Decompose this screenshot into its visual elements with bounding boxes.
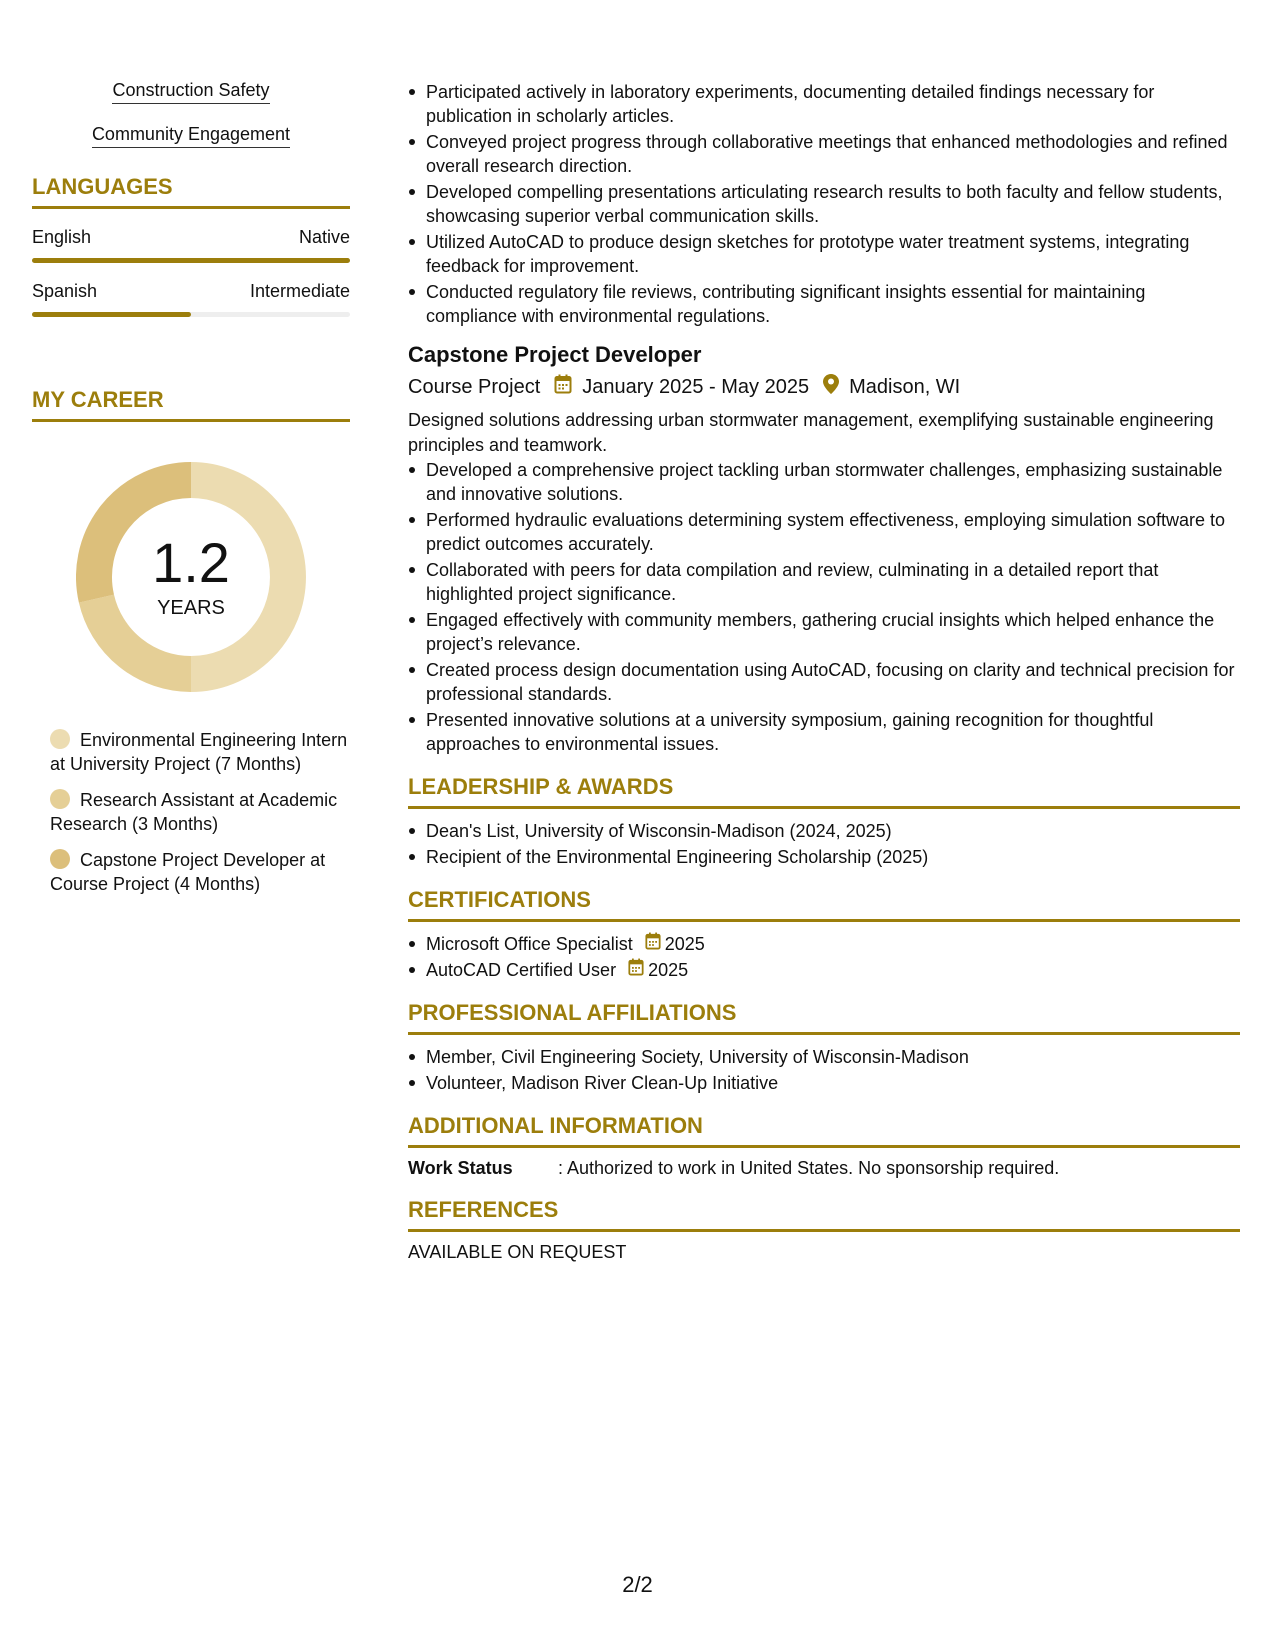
- career-heading: MY CAREER: [32, 387, 350, 422]
- list-item: Engaged effectively with community members, gathering crucial insights which helped enhance the project’s relevance.: [408, 608, 1240, 656]
- language-level-bar: [32, 312, 350, 317]
- page-number: 2/2: [622, 1572, 653, 1597]
- language-level: Intermediate: [249, 281, 350, 301]
- list-item: Recipient of the Environmental Engineering Scholarship (2025): [408, 845, 1240, 869]
- affiliations-list: [408, 1045, 1240, 1095]
- references-text: AVAILABLE ON REQUEST: [408, 1242, 627, 1262]
- list-item: Dean's List, University of Wisconsin-Madison (2024, 2025): [408, 819, 1240, 843]
- list-item: Collaborated with peers for data compilation and review, culminating in a detailed report that highlighted project significance.: [408, 558, 1240, 606]
- certifications-list: [408, 932, 1240, 982]
- legend-dot: [50, 849, 70, 869]
- capstone-bullets: [408, 458, 1240, 756]
- work-status-value: : Authorized to work in United States. No sponsorship required.: [558, 1158, 1060, 1178]
- list-item: Presented innovative solutions at a university symposium, gaining recognition for thoughtful approaches to environmental issues.: [408, 708, 1240, 756]
- languages-heading: LANGUAGES: [32, 174, 350, 209]
- list-item: Conducted regulatory file reviews, contributing significant insights essential for maintaining compliance with environmental regulations.: [408, 280, 1240, 328]
- work-status-label: Work Status: [408, 1158, 513, 1178]
- language-entry: [32, 227, 350, 263]
- job-meta: [408, 374, 1240, 400]
- cert-name: AutoCAD Certified User: [426, 960, 617, 980]
- career-total-value: 1.2: [152, 530, 230, 594]
- additional-info-heading: ADDITIONAL INFORMATION: [408, 1113, 1240, 1148]
- cert-year: 2025: [648, 960, 689, 980]
- language-level-bar: [32, 258, 350, 263]
- location-pin-icon: [823, 374, 839, 400]
- language-level-fill: [32, 312, 191, 317]
- list-item: Created process design documentation using AutoCAD, focusing on clarity and technical precision for professional standards.: [408, 658, 1240, 706]
- affiliations-heading: PROFESSIONAL AFFILIATIONS: [408, 1000, 1240, 1035]
- cert-year: 2025: [664, 934, 705, 954]
- certifications-heading: CERTIFICATIONS: [408, 887, 1240, 922]
- job-title: Capstone Project Developer: [408, 342, 702, 367]
- language-level: Native: [298, 227, 350, 247]
- calendar-icon: [645, 932, 661, 956]
- calendar-icon: [628, 958, 644, 982]
- list-item: Conveyed project progress through collaborative meetings that enhanced methodologies and refined overall research direction.: [408, 130, 1240, 178]
- legend-dot: [50, 729, 70, 749]
- job-org: Course Project: [408, 375, 541, 398]
- career-legend-item: Environmental Engineering Intern at University Project (7 Months): [50, 730, 348, 774]
- list-item: Volunteer, Madison River Clean-Up Initiative: [408, 1071, 1240, 1095]
- career-legend-item: Capstone Project Developer at Course Project (4 Months): [50, 850, 326, 894]
- career-legend-item: Research Assistant at Academic Research (3 Months): [50, 790, 338, 834]
- work-status-row: [408, 1158, 1240, 1179]
- job-location: Madison, WI: [849, 375, 961, 398]
- career-donut-chart: [76, 462, 306, 692]
- list-item: [408, 958, 1240, 982]
- job-description: Designed solutions addressing urban stormwater management, exemplifying sustainable engineering principles and teamwork.: [408, 410, 1214, 455]
- job-dates: January 2025 - May 2025: [582, 375, 810, 398]
- list-item: Utilized AutoCAD to produce design sketches for prototype water treatment systems, integrating feedback for improvement.: [408, 230, 1240, 278]
- left-column: [32, 80, 350, 908]
- cert-name: Microsoft Office Specialist: [426, 934, 633, 954]
- legend-dot: [50, 789, 70, 809]
- skill-item: Community Engagement: [32, 124, 350, 148]
- calendar-icon: [554, 374, 572, 400]
- list-item: Performed hydraulic evaluations determining system effectiveness, employing simulation software to predict outcomes accurately.: [408, 508, 1240, 556]
- list-item: Member, Civil Engineering Society, University of Wisconsin-Madison: [408, 1045, 1240, 1069]
- right-column: [408, 80, 1240, 1263]
- list-item: Developed compelling presentations articulating research results to both faculty and fellow students, showcasing superior verbal communication skills.: [408, 180, 1240, 228]
- list-item: Participated actively in laboratory experiments, documenting detailed findings necessary for publication in scholarly articles.: [408, 80, 1240, 128]
- references-heading: REFERENCES: [408, 1197, 1240, 1232]
- research-bullets: [408, 80, 1240, 328]
- language-entry: [32, 281, 350, 317]
- leadership-heading: LEADERSHIP & AWARDS: [408, 774, 1240, 809]
- list-item: Developed a comprehensive project tackling urban stormwater challenges, emphasizing sustainable and innovative solutions.: [408, 458, 1240, 506]
- skill-item: Construction Safety: [32, 80, 350, 104]
- career-total-unit: YEARS: [157, 596, 225, 619]
- language-level-fill: [32, 258, 350, 263]
- language-name: English: [32, 227, 92, 247]
- list-item: [408, 932, 1240, 956]
- leadership-list: [408, 819, 1240, 869]
- career-legend: [32, 728, 350, 896]
- language-name: Spanish: [32, 281, 98, 301]
